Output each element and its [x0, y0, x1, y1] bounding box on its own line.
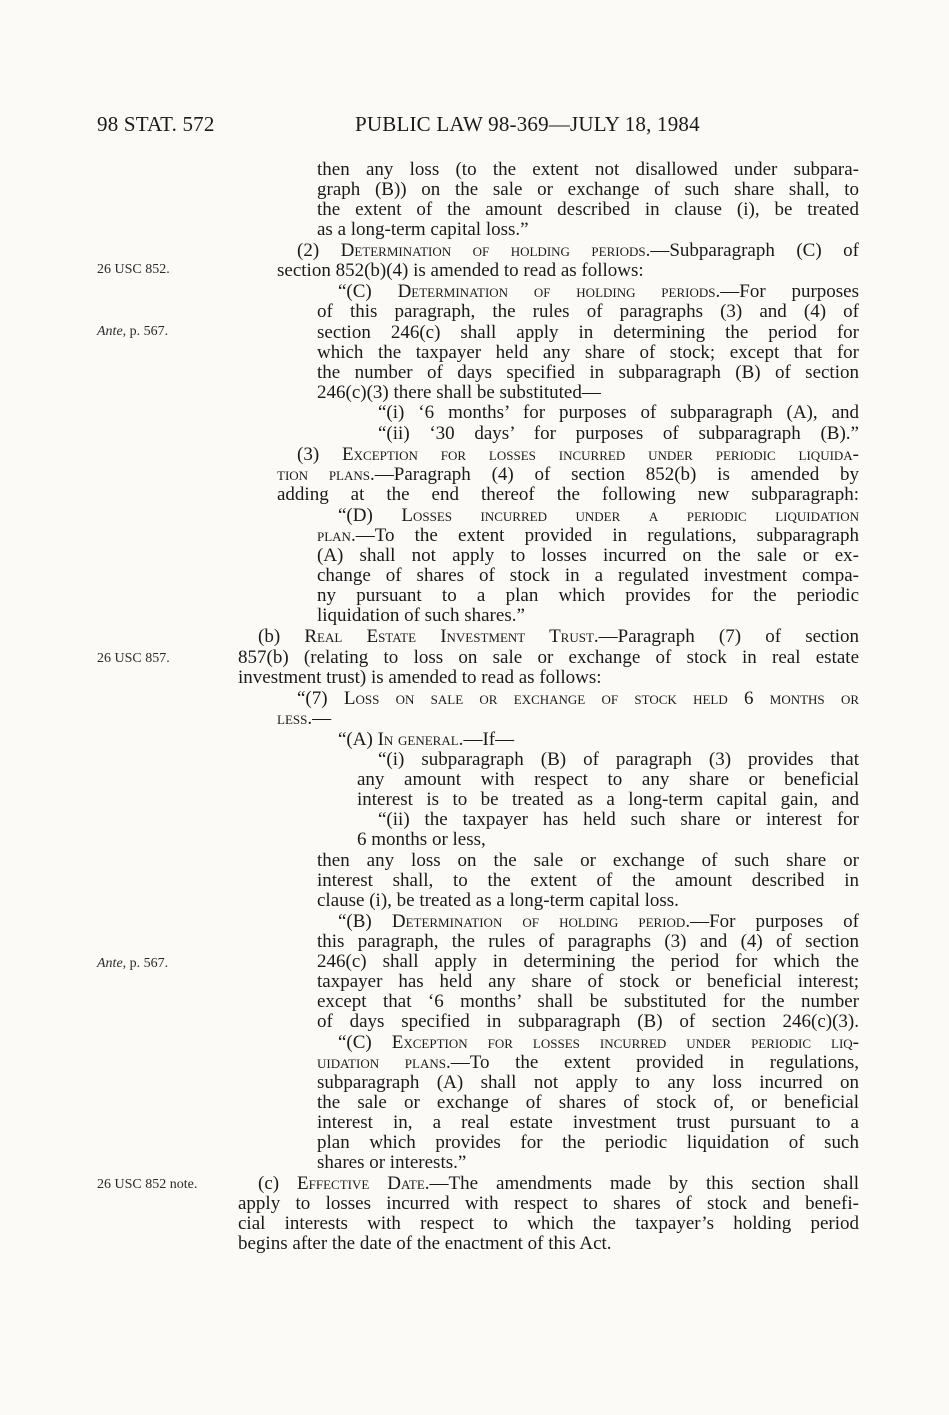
text-line: of this paragraph, the rules of paragraphs (3) and (4) of — [317, 301, 859, 322]
text-line: “(ii) ‘30 days’ for purposes of subparagraph (B).” — [378, 423, 859, 444]
para-number: “(B) — [338, 911, 392, 932]
text-line: as a long-term capital loss.” — [317, 219, 529, 240]
text-line — [338, 506, 859, 526]
text-line: clause (i), be treated as a long-term capital loss. — [317, 890, 679, 911]
text-line — [297, 689, 859, 709]
text-line: adding at the end thereof the following new subparagraph: — [277, 484, 859, 505]
text-line: except that ‘6 months’ shall be substituted for the number — [317, 991, 859, 1012]
margin-note-ante-italic: Ante, — [97, 324, 127, 339]
margin-note-ante-italic-b: Ante, — [97, 956, 127, 971]
section-heading: Real Estate Investment Trust. — [304, 626, 599, 647]
text-line: interest is to be treated as a long-term capital gain, and — [357, 789, 859, 810]
text-line: plan which provides for the periodic liquidation of such — [317, 1132, 859, 1153]
section-heading: uidation plans. — [317, 1052, 451, 1073]
para-number: (3) — [297, 444, 343, 465]
para-number: “(C) — [338, 1032, 392, 1053]
text-line: (A) shall not apply to losses incurred on the sale or ex- — [317, 545, 859, 566]
text-line — [258, 627, 859, 647]
margin-note-26usc852-note: 26 USC 852 note. — [97, 1177, 198, 1192]
text-line: interest in, a real estate investment trust pursuant to a — [317, 1112, 859, 1133]
text-line: taxpayer has held any share of stock or beneficial interest; — [317, 971, 859, 992]
margin-note-ante-page: p. 567. — [126, 324, 169, 339]
text-line — [297, 445, 859, 465]
section-heading: Determination of holding periods. — [340, 240, 651, 261]
margin-note-ante-567-b — [97, 956, 168, 972]
page-title: PUBLIC LAW 98-369—JULY 18, 1984 — [355, 112, 700, 136]
para-number: “(D) — [338, 505, 402, 526]
margin-note-ante-page-b: p. 567. — [126, 956, 169, 971]
text-line: “(ii) the taxpayer has held such share or interest for — [378, 809, 859, 830]
text-line — [277, 465, 859, 485]
section-heading: Losses incurred under a periodic liquidation — [401, 505, 859, 526]
text-line: “(i) ‘6 months’ for purposes of subparagraph (A), and — [378, 402, 859, 423]
page-stat-citation: 98 STAT. 572 — [97, 112, 215, 136]
text-line: begins after the date of the enactment of this Act. — [238, 1233, 612, 1254]
text-run: —To the extent provided in regulations, subparagraph — [355, 525, 859, 546]
section-heading: plan. — [317, 525, 356, 546]
section-heading: Exception for losses incurred under periodic liquida- — [342, 444, 860, 465]
text-line: investment trust) is amended to read as follows: — [238, 667, 602, 688]
text-line: then any loss (to the extent not disallowed under subpara- — [317, 159, 859, 180]
text-line: “(i) subparagraph (B) of paragraph (3) provides that — [378, 749, 859, 770]
text-line: the sale or exchange of shares of stock of, or beneficial — [317, 1092, 859, 1113]
text-line: 857(b) (relating to loss on sale or exchange of stock in real estate — [238, 647, 859, 668]
para-number: (b) — [258, 626, 305, 647]
text-line: the extent of the amount described in clause (i), be treated — [317, 199, 859, 220]
section-heading: Exception for losses incurred under periodic liq- — [391, 1032, 859, 1053]
para-number: “(C) — [338, 281, 398, 302]
text-run: —Subparagraph (C) of — [650, 240, 859, 261]
text-run: —To the extent provided in regulations, — [450, 1052, 859, 1073]
para-number: (2) — [297, 240, 341, 261]
margin-note-ante-567 — [97, 324, 168, 340]
text-run: —Paragraph (4) of section 852(b) is amended by — [374, 464, 859, 485]
margin-note-26usc852: 26 USC 852. — [97, 262, 170, 277]
text-line — [338, 282, 859, 302]
text-line: ny pursuant to a plan which provides for the periodic — [317, 585, 859, 606]
text-line: the number of days specified in subparagraph (B) of section — [317, 362, 859, 383]
text-line: 246(c)(3) there shall be substituted— — [317, 382, 601, 403]
section-heading: tion plans. — [277, 464, 375, 485]
text-line — [258, 1174, 859, 1194]
text-line: section 852(b)(4) is amended to read as follows: — [277, 260, 644, 281]
text-line: this paragraph, the rules of paragraphs (3) and (4) of section — [317, 931, 859, 952]
text-line: change of shares of stock in a regulated investment compa- — [317, 565, 859, 586]
text-run: —For purposes — [720, 281, 859, 302]
text-line: 6 months or less, — [357, 829, 486, 850]
text-line: subparagraph (A) shall not apply to any loss incurred on — [317, 1072, 859, 1093]
text-line: apply to losses incurred with respect to shares of stock and benefi- — [238, 1193, 859, 1214]
para-number: (c) — [258, 1173, 298, 1194]
text-line: shares or interests.” — [317, 1152, 467, 1173]
text-line: less.— — [277, 708, 332, 729]
para-number: “(7) — [297, 688, 344, 709]
section-heading: Effective Date. — [297, 1173, 430, 1194]
text-line: of days specified in subparagraph (B) of section 246(c)(3). — [317, 1011, 859, 1032]
text-line: section 246(c) shall apply in determining the period for — [317, 322, 859, 343]
text-run: —Paragraph (7) of section — [598, 626, 860, 647]
text-run: —The amendments made by this section shall — [429, 1173, 860, 1194]
text-run: —If— — [463, 729, 515, 750]
text-run: —For purposes of — [690, 911, 859, 932]
section-heading: In general. — [377, 729, 464, 750]
section-heading: Determination of holding period. — [391, 911, 691, 932]
text-line: cial interests with respect to which the taxpayer’s holding period — [238, 1213, 859, 1234]
section-heading: Loss on sale or exchange of stock held 6 months or — [343, 688, 859, 709]
text-line — [338, 730, 514, 750]
text-line — [338, 912, 859, 932]
text-line: then any loss on the sale or exchange of such share or — [317, 850, 859, 871]
text-line — [297, 241, 859, 261]
text-line — [317, 1053, 859, 1073]
text-line: interest shall, to the extent of the amount described in — [317, 870, 859, 891]
para-number: “(A) — [338, 729, 378, 750]
section-heading: Determination of holding periods. — [397, 281, 721, 302]
margin-note-26usc857: 26 USC 857. — [97, 651, 170, 666]
text-line — [338, 1033, 859, 1053]
text-line: any amount with respect to any share or beneficial — [357, 769, 859, 790]
text-line — [317, 526, 859, 546]
text-line: which the taxpayer held any share of stock; except that for — [317, 342, 859, 363]
text-line: graph (B)) on the sale or exchange of such share shall, to — [317, 179, 859, 200]
text-line: 246(c) shall apply in determining the period for which the — [317, 951, 859, 972]
text-line: liquidation of such shares.” — [317, 605, 525, 626]
